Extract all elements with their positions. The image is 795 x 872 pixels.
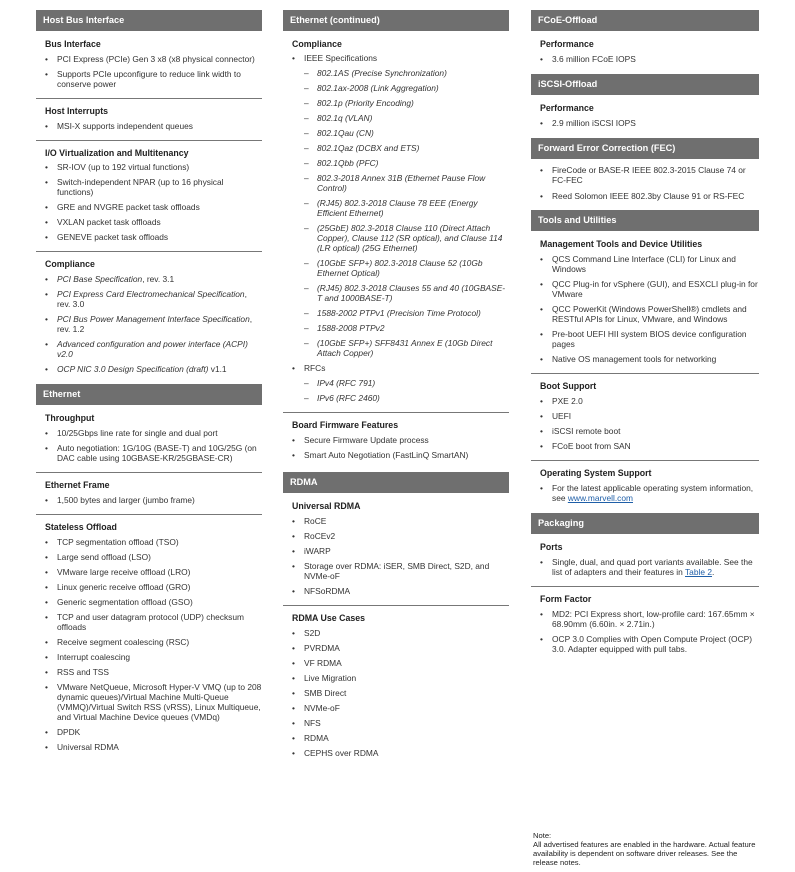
section-header-ethernet: Ethernet [36, 384, 262, 405]
divider [531, 586, 759, 587]
list-item: • Auto negotiation: 1G/10G (BASE-T) and 10G/25G (on DAC cable using 10GBASE-KR/25GBASE-CR) [36, 443, 262, 463]
note-heading: Note: [533, 831, 552, 840]
list-item: • VMware large receive offload (LRO) [36, 567, 262, 577]
section-header-iscsi-offload: iSCSI-Offload [531, 74, 759, 95]
spec-rev: , rev. 3.0 [57, 289, 247, 309]
spec-name: OCP NIC 3.0 Design Specification (draft) [57, 364, 209, 374]
subheading-ports: Ports [540, 542, 563, 552]
subheading-boot-support: Boot Support [540, 381, 597, 391]
list-item: • RSS and TSS [36, 667, 262, 677]
sub-list-item: – (25GbE) 802.3-2018 Clause 110 (Direct Attach Copper), Clause 112 (SR optical), and Clause 114 (LR optical) (25G Ethernet) [283, 223, 509, 253]
sub-list-item: – 802.1ax-2008 (Link Aggregation) [283, 83, 509, 93]
section-header-tools-utilities: Tools and Utilities [531, 210, 759, 231]
subheading-universal-rdma: Universal RDMA [292, 501, 361, 511]
list-item: • 10/25Gbps line rate for single and dual port [36, 428, 262, 438]
list-item: • 2.9 million iSCSI IOPS [531, 118, 759, 128]
list-item: • OCP 3.0 Complies with Open Compute Project (OCP) 3.0. Adapter equipped with pull tabs. [531, 634, 759, 654]
list-item: • Smart Auto Negotiation (FastLinQ SmartAN) [283, 450, 509, 460]
footnote [533, 831, 759, 867]
list-item: • 3.6 million FCoE IOPS [531, 54, 759, 64]
list-item: • PXE 2.0 [531, 396, 759, 406]
spec-rev: , rev. 1.2 [57, 314, 253, 334]
subsection-throughput [36, 413, 262, 423]
list-item: • FireCode or BASE-R IEEE 802.3-2015 Clause 74 or FC-FEC [531, 165, 759, 185]
section-header-ethernet-continued: Ethernet (continued) [283, 10, 509, 31]
list-item: • Pre-boot UEFI HII system BIOS device configuration pages [531, 329, 759, 349]
column-2 [283, 0, 509, 758]
subheading-ethernet-frame: Ethernet Frame [45, 480, 110, 490]
os-support-text: For the latest applicable operating system information, see [552, 483, 754, 503]
list-item: • DPDK [36, 727, 262, 737]
table-2-link[interactable]: Table 2 [685, 567, 713, 577]
subsection-rdma-use-cases [283, 613, 509, 623]
subheading-throughput: Throughput [45, 413, 95, 423]
spec-rev: v1.1 [208, 364, 227, 374]
subsection-form-factor [531, 594, 759, 604]
divider [36, 251, 262, 252]
list-item: • Reed Solomon IEEE 802.3by Clause 91 or RS-FEC [531, 191, 759, 201]
spec-rev: , rev. 3.1 [142, 274, 175, 284]
sub-list-item: – 802.1Qaz (DCBX and ETS) [283, 143, 509, 153]
list-item: • MSI-X supports independent queues [36, 121, 262, 131]
list-item: • Interrupt coalescing [36, 652, 262, 662]
list-item: • SR-IOV (up to 192 virtual functions) [36, 162, 262, 172]
subsection-io-virtualization [36, 148, 262, 158]
list-item: • S2D [283, 628, 509, 638]
list-item: • VXLAN packet task offloads [36, 217, 262, 227]
list-item: • RoCE [283, 516, 509, 526]
subsection-bus-interface [36, 39, 262, 49]
subsection-boot-support [531, 381, 759, 391]
list-item: • RFCs [283, 363, 509, 373]
subsection-board-firmware [283, 420, 509, 430]
section-header-host-bus-interface: Host Bus Interface [36, 10, 262, 31]
list-item [531, 483, 759, 503]
section-header-fec: Forward Error Correction (FEC) [531, 138, 759, 159]
list-item [531, 557, 759, 577]
sub-list-item: – (RJ45) 802.3-2018 Clause 78 EEE (Energy Efficient Ethernet) [283, 198, 509, 218]
list-item: • NVMe-oF [283, 703, 509, 713]
subheading-compliance: Compliance [45, 259, 95, 269]
list-item: • RDMA [283, 733, 509, 743]
sub-list-item: – (10GbE SFP+) 802.3-2018 Clause 52 (10Gb Ethernet Optical) [283, 258, 509, 278]
divider [531, 460, 759, 461]
subheading-host-interrupts: Host Interrupts [45, 106, 109, 116]
subsection-os-support [531, 468, 759, 478]
section-header-packaging: Packaging [531, 513, 759, 534]
list-item: • Generic segmentation offload (GSO) [36, 597, 262, 607]
subheading-performance: Performance [540, 39, 594, 49]
list-item: • VMware NetQueue, Microsoft Hyper-V VMQ (up to 208 dynamic queues)/Virtual Machine Multi-Queue (VMMQ)/Virtual Switch RSS (vRSS), Linux Multiqueue, and Virtual Machine Device queues (VMDq) [36, 682, 262, 722]
list-item: • Switch-independent NPAR (up to 16 physical functions) [36, 177, 262, 197]
section-header-fcoe-offload: FCoE-Offload [531, 10, 759, 31]
subsection-management-tools [531, 239, 759, 249]
ports-text-end: . [712, 567, 715, 577]
list-item: • Secure Firmware Update process [283, 435, 509, 445]
subsection-host-interrupts [36, 106, 262, 116]
sub-list-item: – 1588-2008 PTPv2 [283, 323, 509, 333]
sub-list-item: – 802.3-2018 Annex 31B (Ethernet Pause Flow Control) [283, 173, 509, 193]
sub-list-item: – 802.1p (Priority Encoding) [283, 98, 509, 108]
list-item: • NFS [283, 718, 509, 728]
subheading-performance: Performance [540, 103, 594, 113]
column-3 [531, 0, 759, 867]
sub-list-item: – (RJ45) 802.3-2018 Clauses 55 and 40 (10GBASE-T and 1000BASE-T) [283, 283, 509, 303]
sub-list-item: – IPv6 (RFC 2460) [283, 393, 509, 403]
list-item: • Live Migration [283, 673, 509, 683]
list-item [36, 314, 262, 334]
list-item: • Universal RDMA [36, 742, 262, 752]
list-item [36, 274, 262, 284]
subheading-management-tools: Management Tools and Device Utilities [540, 239, 703, 249]
list-item [36, 289, 262, 309]
sub-list-item: – 802.1AS (Precise Synchronization) [283, 68, 509, 78]
spec-name: PCI Base Specification [57, 274, 143, 284]
subheading-stateless-offload: Stateless Offload [45, 522, 117, 532]
subheading-board-firmware: Board Firmware Features [292, 420, 399, 430]
subheading-form-factor: Form Factor [540, 594, 592, 604]
list-item: • SMB Direct [283, 688, 509, 698]
list-item: • Supports PCIe upconfigure to reduce link width to conserve power [36, 69, 262, 89]
note-text: All advertised features are enabled in the hardware. Actual feature availability is dependent on software driver releases. See the release notes. [533, 840, 756, 867]
marvell-link[interactable]: www.marvell.com [567, 493, 633, 503]
subheading-io-virtualization: I/O Virtualization and Multitenancy [45, 148, 189, 158]
subheading-os-support: Operating System Support [540, 468, 652, 478]
sub-list-item: – 1588-2002 PTPv1 (Precision Time Protocol) [283, 308, 509, 318]
list-item: • MD2: PCI Express short, low-profile card: 167.65mm × 68.90mm (6.60in. × 2.71in.) [531, 609, 759, 629]
divider [283, 412, 509, 413]
list-item: • RoCEv2 [283, 531, 509, 541]
sub-list-item: – 802.1q (VLAN) [283, 113, 509, 123]
sub-list-item: – 802.1Qau (CN) [283, 128, 509, 138]
subheading-bus-interface: Bus Interface [45, 39, 101, 49]
list-item: • 1,500 bytes and larger (jumbo frame) [36, 495, 262, 505]
list-item: • PCI Express (PCIe) Gen 3 x8 (x8 physical connector) [36, 54, 262, 64]
column-1 [36, 0, 262, 752]
sub-list-item: – (10GbE SFP+) SFF8431 Annex E (10Gb Direct Attach Copper) [283, 338, 509, 358]
list-item: • UEFI [531, 411, 759, 421]
subheading-compliance: Compliance [292, 39, 342, 49]
list-item: • iWARP [283, 546, 509, 556]
list-item: • PVRDMA [283, 643, 509, 653]
list-item: • TCP and user datagram protocol (UDP) checksum offloads [36, 612, 262, 632]
subsection-iscsi-performance [531, 103, 759, 113]
list-item: • QCC Plug-in for vSphere (GUI), and ESXCLI plug-in for VMware [531, 279, 759, 299]
divider [36, 140, 262, 141]
list-item: • Native OS management tools for networking [531, 354, 759, 364]
list-item: • IEEE Specifications [283, 53, 509, 63]
divider [531, 373, 759, 374]
list-item: • Linux generic receive offload (GRO) [36, 582, 262, 592]
divider [283, 605, 509, 606]
list-item: • Advanced configuration and power interface (ACPI) v2.0 [36, 339, 262, 359]
list-item: • GRE and NVGRE packet task offloads [36, 202, 262, 212]
subsection-compliance [36, 259, 262, 269]
list-item: • QCC PowerKit (Windows PowerShell®) cmdlets and RESTful APIs for Linux, VMware, and Windows [531, 304, 759, 324]
divider [36, 98, 262, 99]
subsection-stateless-offload [36, 522, 262, 532]
subsection-fcoe-performance [531, 39, 759, 49]
list-item: • VF RDMA [283, 658, 509, 668]
list-item: • QCS Command Line Interface (CLI) for Linux and Windows [531, 254, 759, 274]
spec-name: PCI Bus Power Management Interface Specification [57, 314, 250, 324]
list-item: • Receive segment coalescing (RSC) [36, 637, 262, 647]
sub-list-item: – IPv4 (RFC 791) [283, 378, 509, 388]
list-item: • FCoE boot from SAN [531, 441, 759, 451]
list-item [36, 364, 262, 374]
list-item: • TCP segmentation offload (TSO) [36, 537, 262, 547]
list-item: • NFSoRDMA [283, 586, 509, 596]
subsection-ports [531, 542, 759, 552]
sub-list-item: – 802.1Qbb (PFC) [283, 158, 509, 168]
subheading-rdma-use-cases: RDMA Use Cases [292, 613, 366, 623]
section-header-rdma: RDMA [283, 472, 509, 493]
list-item: • iSCSI remote boot [531, 426, 759, 436]
list-item: • Large send offload (LSO) [36, 552, 262, 562]
list-item: • GENEVE packet task offloads [36, 232, 262, 242]
spec-name: PCI Express Card Electromechanical Specification [57, 289, 245, 299]
subsection-universal-rdma [283, 501, 509, 511]
subsection-ethernet-frame [36, 480, 262, 490]
divider [36, 514, 262, 515]
divider [36, 472, 262, 473]
list-item: • CEPHS over RDMA [283, 748, 509, 758]
subsection-compliance [283, 39, 509, 49]
ports-text: Single, dual, and quad port variants available. See the list of adapters and their features in [552, 557, 753, 577]
list-item: • Storage over RDMA: iSER, SMB Direct, S2D, and NVMe-oF [283, 561, 509, 581]
